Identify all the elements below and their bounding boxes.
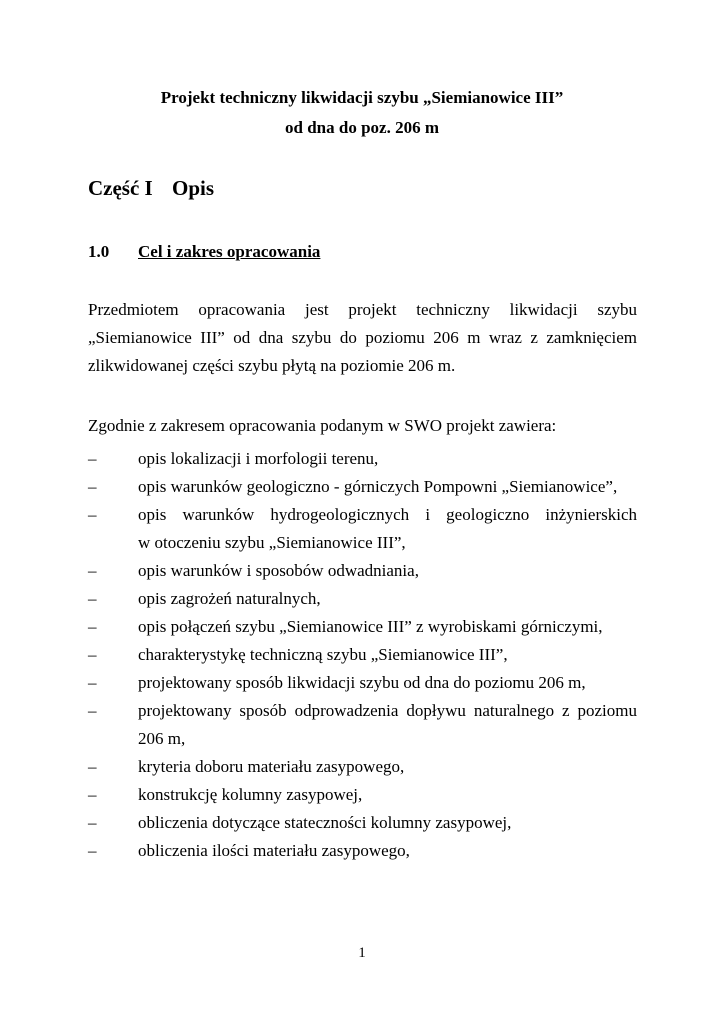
list-item-line: 206 m, (138, 729, 186, 748)
part-label: Część I (88, 176, 153, 200)
list-item-line: obliczenia dotyczące stateczności kolumny zasypowej, (138, 813, 512, 832)
list-item-line: obliczenia ilości materiału zasypowego, (138, 841, 410, 860)
list-item (88, 837, 637, 865)
dash-bullet-icon: – (88, 813, 97, 832)
dash-bullet-icon: – (88, 617, 97, 636)
list-item-line: projektowany sposób likwidacji szybu od dna do poziomu 206 m, (138, 673, 586, 692)
list-intro: Zgodnie z zakresem opracowania podanym w SWO projekt zawiera: (88, 416, 557, 435)
part-heading (88, 176, 214, 201)
dash-bullet-icon: – (88, 589, 97, 608)
dash-bullet-icon: – (88, 505, 97, 524)
dash-bullet-icon: – (88, 449, 97, 468)
list-item (88, 501, 637, 557)
paragraph-line: zlikwidowanej części szybu płytą na poziomie 206 m. (88, 356, 456, 375)
document-subtitle: od dna do poz. 206 m (285, 118, 439, 137)
dash-bullet-icon: – (88, 673, 97, 692)
list-item-line: opis warunków hydrogeologicznych i geologiczno inżynierskich (138, 505, 637, 524)
list-item (88, 641, 637, 669)
section-number: 1.0 (88, 242, 110, 261)
list-item (88, 585, 637, 613)
list-item-line: konstrukcję kolumny zasypowej, (138, 785, 363, 804)
list-item (88, 781, 637, 809)
paragraph-purpose (88, 296, 637, 380)
dash-bullet-icon: – (88, 785, 97, 804)
list-item-line: opis połączeń szybu „Siemianowice III” z wyrobiskami górniczymi, (138, 617, 603, 636)
list-item-line: opis zagrożeń naturalnych, (138, 589, 321, 608)
dash-bullet-icon: – (88, 701, 97, 720)
list-item (88, 473, 637, 501)
dash-bullet-icon: – (88, 841, 97, 860)
document-title: Projekt techniczny likwidacji szybu „Siemianowice III” (160, 88, 564, 107)
list-item-line: w otoczeniu szybu „Siemianowice III”, (138, 533, 406, 552)
list-item (88, 445, 637, 473)
list-item-line: opis warunków geologiczno - górniczych Pompowni „Siemianowice”, (138, 477, 618, 496)
list-item-line: kryteria doboru materiału zasypowego, (138, 757, 405, 776)
paragraph-line: „Siemianowice III” od dna szybu do poziomu 206 m wraz z zamknięciem (88, 328, 637, 347)
list-item-line: opis lokalizacji i morfologii terenu, (138, 449, 379, 468)
part-title: Opis (172, 176, 215, 200)
dash-bullet-icon: – (88, 645, 97, 664)
dash-bullet-icon: – (88, 561, 97, 580)
list-item-line: projektowany sposób odprowadzenia dopływu naturalnego z poziomu (138, 701, 637, 720)
list-item-line: charakterystykę techniczną szybu „Siemianowice III”, (138, 645, 508, 664)
dash-bullet-icon: – (88, 757, 97, 776)
section-title: Cel i zakres opracowania (138, 242, 321, 261)
scope-list (88, 445, 637, 865)
paragraph-line: Przedmiotem opracowania jest projekt techniczny likwidacji szybu (88, 300, 637, 319)
list-item (88, 613, 637, 641)
list-item (88, 697, 637, 753)
list-item (88, 557, 637, 585)
list-item (88, 809, 637, 837)
list-item-line: opis warunków i sposobów odwadniania, (138, 561, 419, 580)
list-item (88, 753, 637, 781)
dash-bullet-icon: – (88, 477, 97, 496)
section-heading (88, 242, 320, 262)
list-item (88, 669, 637, 697)
page-number: 1 (358, 945, 366, 961)
